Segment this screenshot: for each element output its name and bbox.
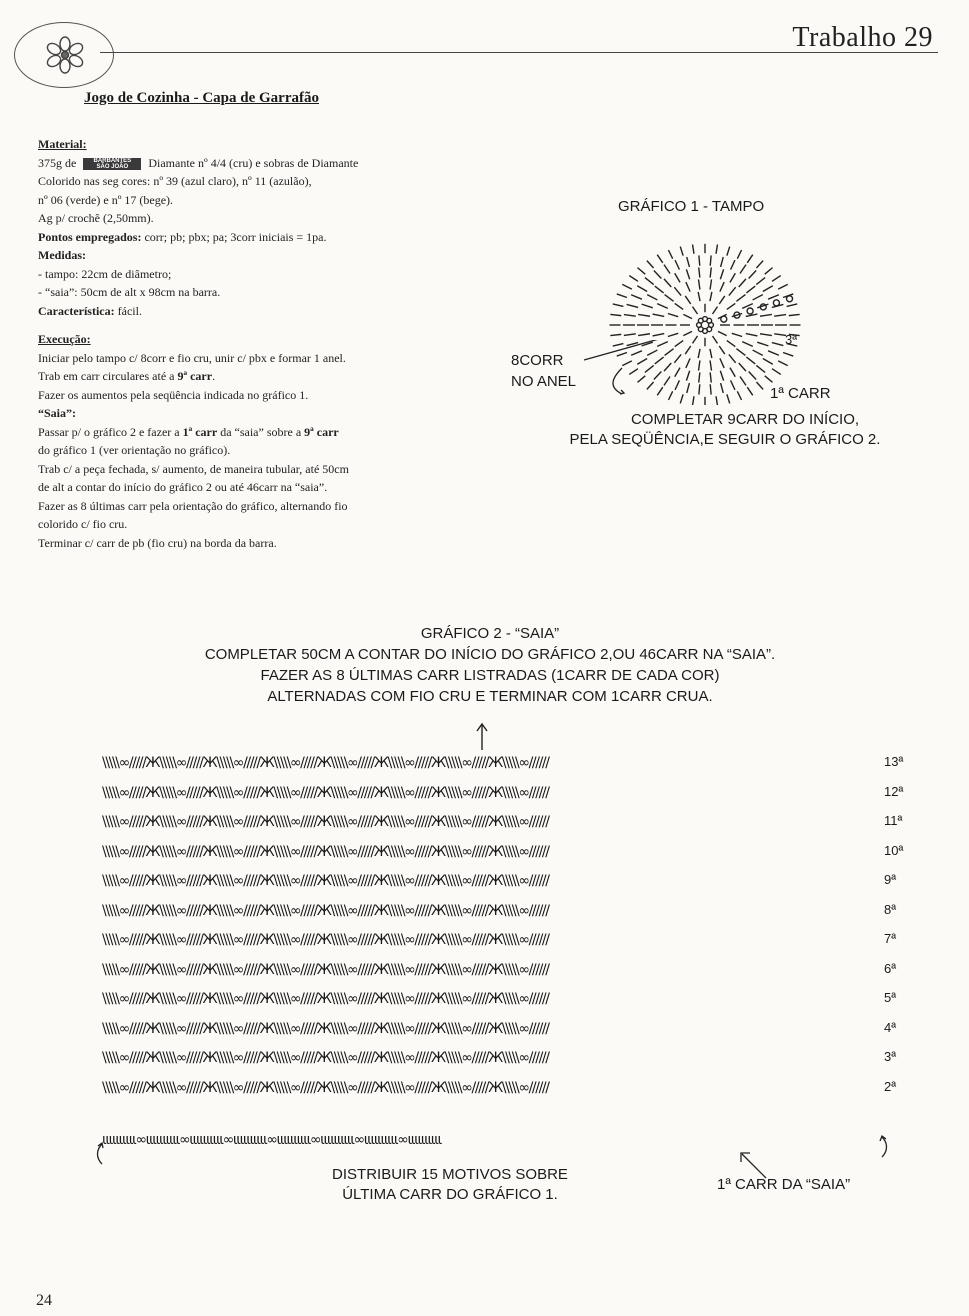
exec-line-5: do gráfico 1 (ver orientação no gráfico). — [38, 443, 231, 457]
page-header: Trabalho 29 — [792, 22, 933, 53]
exec-line-8: Fazer as 8 últimas carr pela orientação do gráfico, alternando fio — [38, 498, 348, 513]
measure-1: - tampo: 22cm de diâmetro; — [38, 266, 172, 281]
brand-bottom: SÃO JOÃO — [96, 163, 129, 170]
chart2-note-3: ALTERNADAS COM FIO CRU E TERMINAR COM 1CARR CRUA. — [267, 688, 713, 705]
chart2-row: \\\\\∞/////Ж\\\\\∞/////Ж\\\\\∞/////Ж\\\\\∞/////Ж\\\\\∞/////Ж\\\\\∞/////Ж\\\\\∞/////Ж\\\\\∞////// — [102, 784, 549, 801]
chart2-row: \\\\\∞/////Ж\\\\\∞/////Ж\\\\\∞/////Ж\\\\\∞/////Ж\\\\\∞/////Ж\\\\\∞/////Ж\\\\\∞/////Ж\\\\\∞////// — [102, 1079, 549, 1096]
up-arrow-icon — [474, 722, 490, 752]
measure-2: - “saia”: 50cm de alt x 98cm na barra. — [38, 285, 221, 299]
chart2-row: \\\\\∞/////Ж\\\\\∞/////Ж\\\\\∞/////Ж\\\\\∞/////Ж\\\\\∞/////Ж\\\\\∞/////Ж\\\\\∞/////Ж\\\\\∞////// — [102, 902, 549, 919]
chart2-row: \\\\\∞/////Ж\\\\\∞/////Ж\\\\\∞/////Ж\\\\\∞/////Ж\\\\\∞/////Ж\\\\\∞/////Ж\\\\\∞/////Ж\\\\\∞////// — [102, 961, 549, 978]
chart2-row-number: 3ª — [884, 1049, 897, 1064]
chart2-first-row-label: 1ª CARR DA “SAIA” — [717, 1176, 851, 1193]
exec-line-3: Fazer os aumentos pela seqüência indicada no gráfico 1. — [38, 387, 309, 402]
brand-top: BARBANTES — [93, 157, 132, 164]
chart2-row: \\\\\∞/////Ж\\\\\∞/////Ж\\\\\∞/////Ж\\\\\∞/////Ж\\\\\∞/////Ж\\\\\∞/////Ж\\\\\∞/////Ж\\\\\∞////// — [102, 814, 549, 830]
exec-line-2-post: . — [212, 369, 216, 383]
feature-label: Característica: — [38, 303, 115, 318]
chart2-note-2: FAZER AS 8 ÚLTIMAS CARR LISTRADAS (1CARR DE CADA COR) — [260, 667, 720, 684]
exec-line-9: colorido c/ fio cru. — [38, 517, 128, 531]
chart2-row-number: 7ª — [884, 931, 897, 946]
chart2-row-number: 2ª — [884, 1078, 897, 1094]
saia-heading: “Saia”: — [38, 406, 77, 420]
material-amount: 375g de — [38, 155, 77, 170]
right-curl-arrow-icon — [870, 1133, 890, 1161]
exec-line-4-pre: Passar p/ o gráfico 2 e fazer a — [38, 424, 180, 439]
material-line-3: nº 06 (verde) e nº 17 (bege). — [38, 192, 174, 207]
chart2-note-1: COMPLETAR 50CM A CONTAR DO INÍCIO DO GRÁFICO 2,OU 46CARR NA “SAIA”. — [204, 646, 776, 663]
material-line-4: Ag p/ crochê (2,50mm). — [38, 211, 154, 225]
execution-heading: Execução: — [38, 332, 91, 346]
stitches-line — [38, 228, 478, 247]
chart1-note-1: COMPLETAR 9CARR DO INÍCIO, — [630, 411, 860, 428]
exec-line-4-mid: da “saia” sobre a — [220, 424, 302, 439]
chart2-row: \\\\\∞/////Ж\\\\\∞/////Ж\\\\\∞/////Ж\\\\\∞/////Ж\\\\\∞/////Ж\\\\\∞/////Ж\\\\\∞/////Ж\\\\\∞////// — [102, 755, 549, 771]
chart2-row-number: 13ª — [884, 754, 904, 769]
chart2-row: \\\\\∞/////Ж\\\\\∞/////Ж\\\\\∞/////Ж\\\\\∞/////Ж\\\\\∞/////Ж\\\\\∞/////Ж\\\\\∞/////Ж\\\\\∞////// — [102, 1050, 549, 1066]
chart2-row-number: 10ª — [884, 842, 904, 858]
chart1-first-row-label: 1ª CARR — [770, 385, 831, 402]
chart1-pointer-arrows — [580, 340, 720, 400]
measures-heading: Medidas: — [38, 248, 86, 262]
exec-line-2 — [38, 367, 478, 386]
material-line-1 — [38, 154, 478, 173]
chart2-row: \\\\\∞/////Ж\\\\\∞/////Ж\\\\\∞/////Ж\\\\\∞/////Ж\\\\\∞/////Ж\\\\\∞/////Ж\\\\\∞/////Ж\\\\\∞////// — [102, 932, 549, 948]
material-yarn: Diamante nº 4/4 (cru) e sobras de Diamante — [148, 155, 359, 170]
page-number: 24 — [36, 1292, 52, 1309]
brand-logo — [83, 158, 141, 170]
chart1-title: GRÁFICO 1 - TAMPO — [618, 198, 765, 215]
exec-line-2-pre: Trab em carr circulares até a — [38, 369, 175, 383]
exec-line-4-bold1: 1ª carr — [182, 424, 218, 439]
chart2-row-number: 4ª — [884, 1019, 897, 1035]
chart1-ring-label-2: NO ANEL — [511, 373, 577, 390]
chart2-row: \\\\\∞/////Ж\\\\\∞/////Ж\\\\\∞/////Ж\\\\\∞/////Ж\\\\\∞/////Ж\\\\\∞/////Ж\\\\\∞/////Ж\\\\\∞////// — [102, 991, 549, 1007]
chart1-third-row-label: 3ª — [785, 332, 798, 347]
feature-text: fácil. — [117, 303, 142, 318]
chart2-row-number: 12ª — [884, 783, 904, 799]
exec-line-1: Iniciar pelo tampo c/ 8corr e fio cru, unir c/ pbx e formar 1 anel. — [38, 350, 346, 365]
exec-line-10: Terminar c/ carr de pb (fio cru) na borda da barra. — [38, 535, 277, 550]
instructions-block — [38, 135, 478, 552]
feature-line — [38, 302, 478, 321]
chart2-row-number: 6ª — [884, 960, 897, 976]
logo — [14, 22, 114, 88]
exec-line-4-bold2: 9ª carr — [304, 424, 339, 439]
chart2-row: \\\\\∞/////Ж\\\\\∞/////Ж\\\\\∞/////Ж\\\\\∞/////Ж\\\\\∞/////Ж\\\\\∞/////Ж\\\\\∞/////Ж\\\\\∞////// — [102, 873, 549, 889]
chart1-note-2: PELA SEQÜÊNCIA,E SEGUIR O GRÁFICO 2. — [569, 431, 881, 448]
chart2-bottom-note-2: ÚLTIMA CARR DO GRÁFICO 1. — [342, 1186, 558, 1203]
exec-line-4 — [38, 423, 478, 442]
material-heading: Material: — [38, 137, 87, 151]
document-title: Jogo de Cozinha - Capa de Garrafão — [84, 90, 319, 106]
chart2-bottom-note-1: DISTRIBUIR 15 MOTIVOS SOBRE — [332, 1166, 568, 1183]
exec-line-7: de alt a contar do início do gráfico 2 ou até 46carr na “saia”. — [38, 480, 328, 494]
stitches-text: corr; pb; pbx; pa; 3corr iniciais = 1pa. — [144, 229, 327, 244]
chart1-ring-label-1: 8CORR — [511, 352, 564, 369]
chart2-row-number: 9ª — [884, 872, 897, 887]
chart2-row: \\\\\∞/////Ж\\\\\∞/////Ж\\\\\∞/////Ж\\\\\∞/////Ж\\\\\∞/////Ж\\\\\∞/////Ж\\\\\∞/////Ж\\\\\∞////// — [102, 1020, 549, 1037]
stitches-label: Pontos empregados: — [38, 229, 142, 244]
chart2-row-number: 5ª — [884, 990, 897, 1005]
chart2-row: \\\\\∞/////Ж\\\\\∞/////Ж\\\\\∞/////Ж\\\\\∞/////Ж\\\\\∞/////Ж\\\\\∞/////Ж\\\\\∞/////Ж\\\\\∞////// — [102, 843, 549, 860]
exec-line-6: Trab c/ a peça fechada, s/ aumento, de maneira tubular, até 50cm — [38, 461, 349, 476]
left-curl-arrow-icon — [94, 1140, 114, 1168]
chart2-base-row: ɩɩɩɩɩɩɩɩɩɩ∞ɩɩɩɩɩɩɩɩɩɩ∞ɩɩɩɩɩɩɩɩɩɩ∞ɩɩɩɩɩɩɩɩɩɩ∞ɩɩɩɩɩɩɩɩɩɩ∞ɩɩɩɩɩɩɩɩɩɩ∞ɩɩɩɩɩɩɩɩɩɩ∞ɩɩɩɩɩɩɩɩɩɩ — [102, 1132, 441, 1148]
flower-icon — [43, 35, 87, 75]
chart2-title: GRÁFICO 2 - “SAIA” — [420, 625, 560, 642]
chart2-row-number: 8ª — [884, 901, 897, 917]
exec-line-2-bold: 9ª carr — [177, 369, 213, 383]
chart2-row-number: 11ª — [884, 813, 903, 828]
material-line-2: Colorido nas seg cores: nº 39 (azul claro), nº 11 (azulão), — [38, 174, 312, 188]
